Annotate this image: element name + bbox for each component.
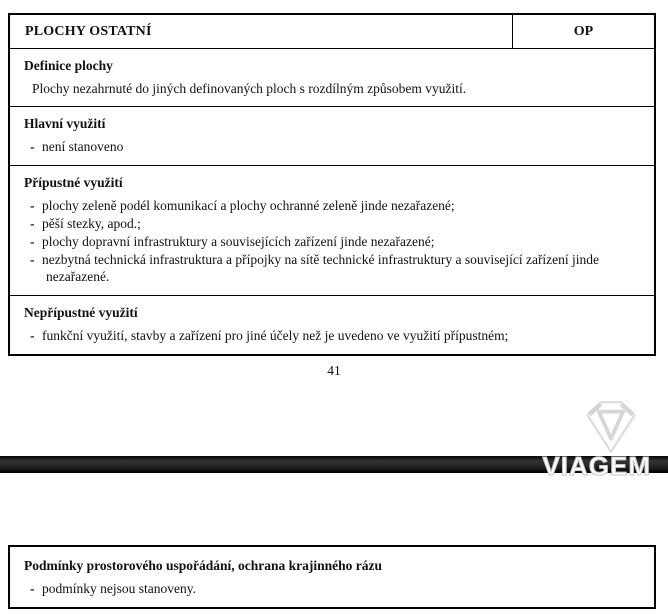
section-heading: Hlavní využití: [24, 116, 106, 131]
list-item-text: funkční využití, stavby a zařízení pro jiné účely než je uvedeno ve využití přípustném;: [42, 328, 509, 343]
section-paragraph: Plochy nezahrnuté do jiných definovaných ploch s rozdílným způsobem využití.: [32, 81, 467, 96]
list-item: [28, 197, 640, 214]
section-podminky: [10, 547, 654, 607]
dash-bullet: -: [30, 139, 35, 154]
list-item-text: plochy dopravní infrastruktury a souvisejících zařízení jinde nezařazené;: [42, 234, 435, 249]
dash-bullet: -: [30, 198, 35, 213]
list-item-text: pěší stezky, apod.;: [42, 216, 141, 231]
zone-title: PLOCHY OSTATNÍ: [25, 23, 152, 39]
section-nepripustne-vyuziti: [10, 295, 654, 354]
section-pripustne-vyuziti: [10, 165, 654, 295]
section-heading: Podmínky prostorového uspořádání, ochrana krajinného rázu: [24, 558, 383, 573]
conditions-table: [8, 545, 656, 609]
dash-bullet: -: [30, 581, 35, 596]
section-heading: Definice plochy: [24, 58, 113, 73]
brand-wordmark: VIAGEM: [542, 451, 651, 481]
zoning-table-header: [10, 15, 654, 48]
zone-code: OP: [512, 15, 654, 48]
dash-bullet: -: [30, 234, 35, 249]
diamond-gem-icon: [581, 399, 641, 456]
list-item: [28, 580, 640, 597]
zoning-table: [8, 13, 656, 356]
dash-bullet: -: [30, 216, 35, 231]
section-hlavni-vyuziti: [10, 106, 654, 165]
section-heading: Přípustné využití: [24, 175, 123, 190]
page-number: 41: [327, 363, 341, 378]
list-item-text: nezbytná technická infrastruktura a přípojky na sítě technické infrastruktury a související zařízení jinde nezařazené.: [42, 252, 600, 284]
list-item: [28, 215, 640, 232]
dash-bullet: -: [30, 252, 35, 267]
section-heading: Nepřípustné využití: [24, 305, 138, 320]
section-definice: [10, 48, 654, 106]
dash-bullet: -: [30, 328, 35, 343]
list-item-text: podmínky nejsou stanoveny.: [42, 581, 196, 596]
list-item: [28, 251, 640, 285]
list-item-text: není stanoveno: [42, 139, 124, 154]
list-item: [28, 138, 640, 155]
list-item: [28, 327, 640, 344]
list-item-text: plochy zeleně podél komunikací a plochy ochranné zeleně jinde nezařazené;: [42, 198, 455, 213]
list-item: [28, 233, 640, 250]
